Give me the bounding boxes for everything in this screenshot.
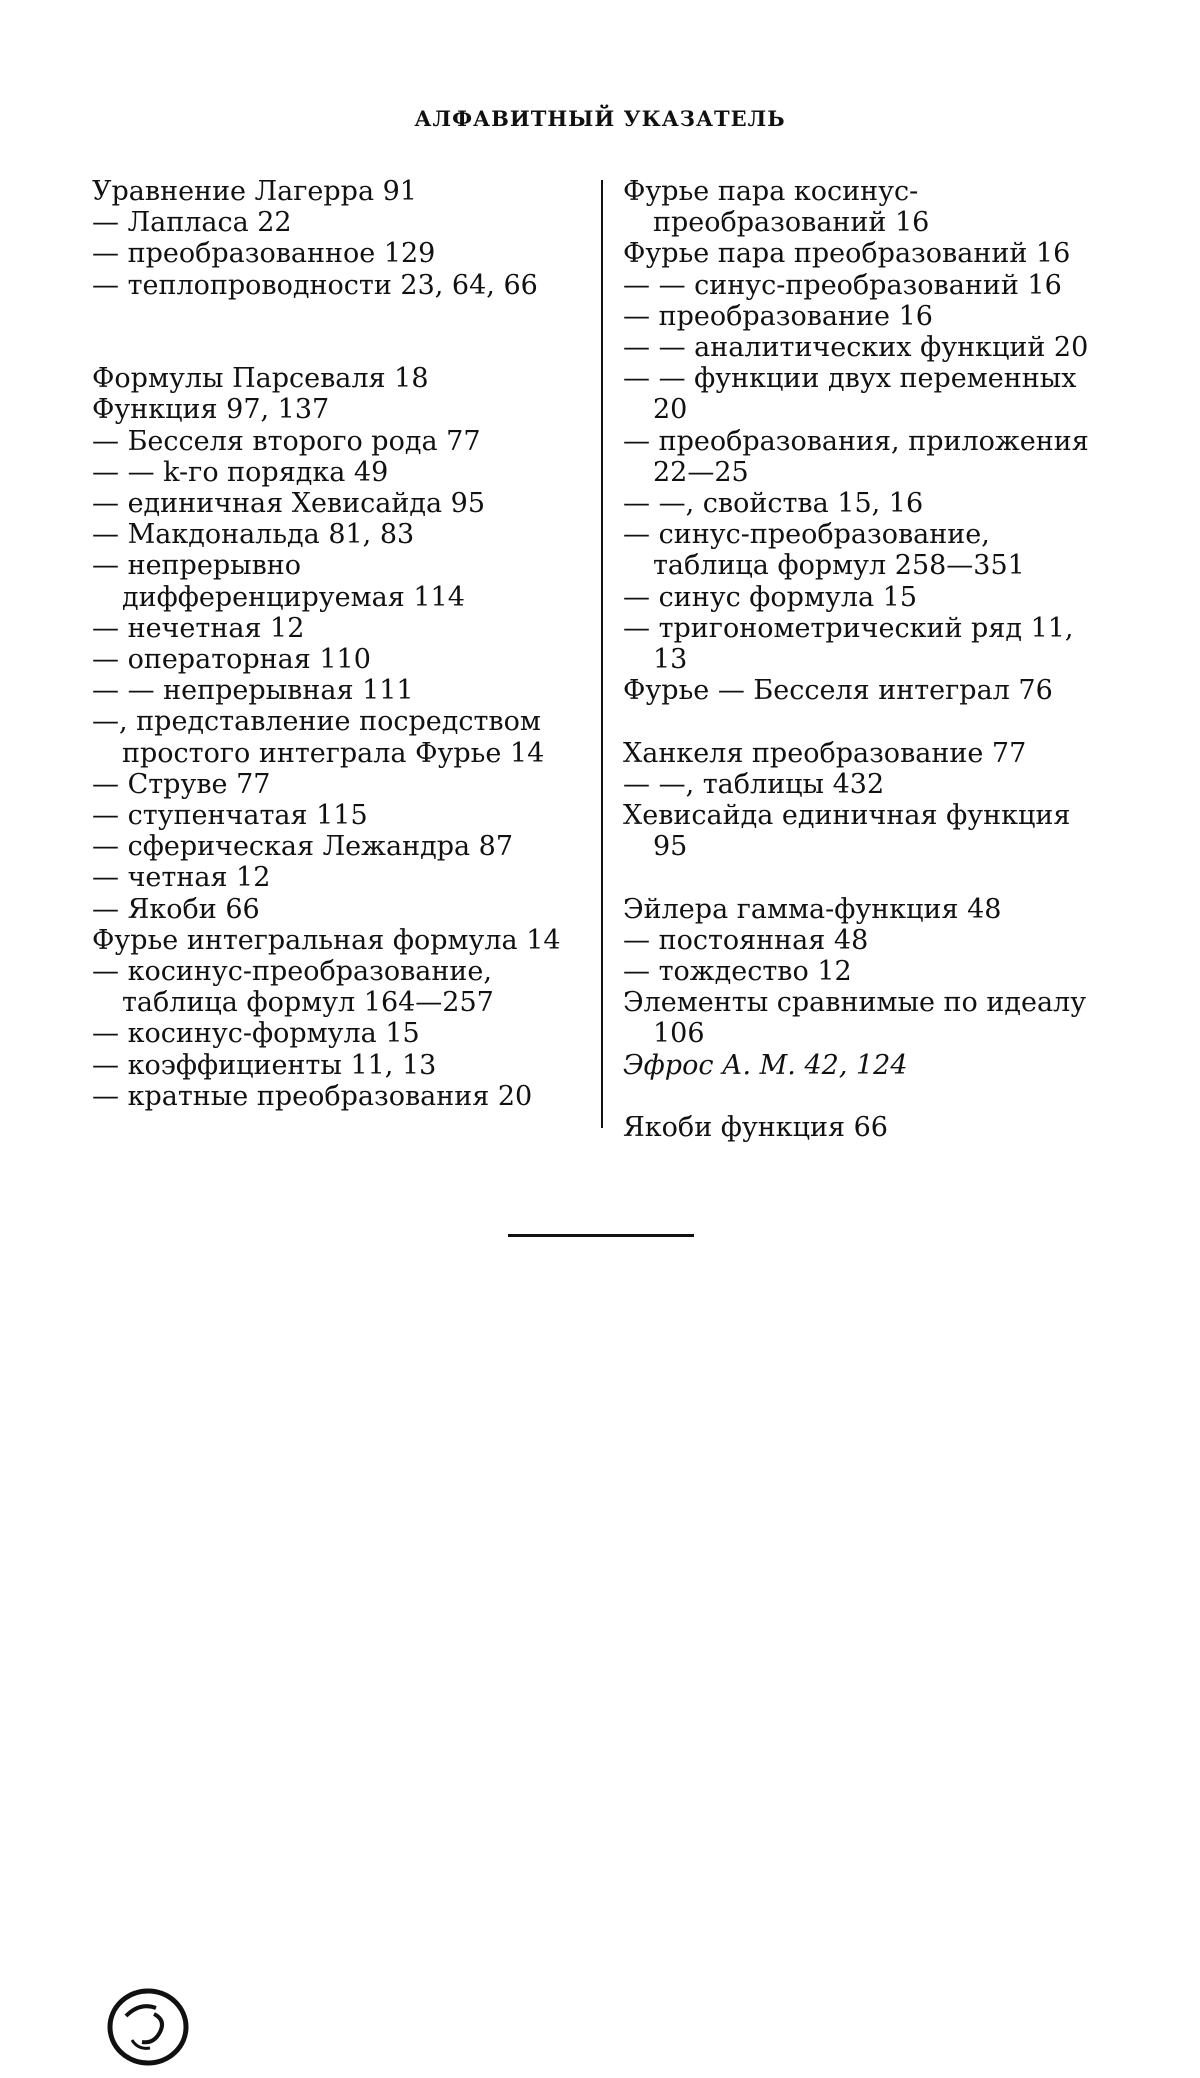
index-entry: Эйлера гамма-функция 48 [623,893,1002,925]
section-gap [92,301,586,363]
index-entry: — тригонометрический ряд 11, 13 [623,612,1074,676]
index-entry: — Бесселя второго рода 77 [92,425,481,457]
index-entry: — преобразования, приложения 22—25 [623,425,1089,488]
index-entry: — — непрерывная 111 [92,675,414,707]
index-entry: Элементы сравнимые по идеалу 106 [623,987,1087,1050]
index-entry: — операторная 110 [92,644,371,676]
index-entry: — сферическая Лежандра 87 [92,831,514,863]
index-entry: — — синус-преобразований 16 [623,269,1062,301]
column-divider [601,180,603,1128]
index-entry: Уравнение Лагерра 91 [92,176,417,207]
index-entry: — —, свойства 15, 16 [623,488,924,520]
index-entry: — непрерывно дифференцируемая 114 [92,550,465,613]
index-entry: Эфрос А. М. 42, 124 [623,1049,908,1081]
index-entry: — Струве 77 [92,768,271,800]
index-entry: — — функции двух переменных 20 [623,363,1077,426]
index-entry: — преобразование 16 [623,300,933,332]
index-entry: — синус формула 15 [623,581,918,613]
page-title: АЛФАВИТНЫЙ УКАЗАТЕЛЬ [414,106,786,131]
end-rule [508,1234,694,1237]
index-column-right [623,176,1113,1143]
index-entry: — нечетная 12 [92,612,305,644]
index-entry: — преобразованное 129 [92,238,436,270]
index-entry: Формулы Парсеваля 18 [92,363,429,395]
index-entry: — Лапласа 22 [92,207,292,239]
section-gap [623,862,1113,893]
index-entry: — Якоби 66 [92,893,260,925]
index-entry: Фурье пара косинус-преобразований 16 [623,176,930,239]
index-entry: — тождество 12 [623,956,852,988]
section-gap [623,1081,1113,1112]
index-entry: — коэффициенты 11, 13 [92,1049,437,1081]
section-gap [623,706,1113,737]
index-entry: — Макдональда 81, 83 [92,519,415,551]
index-entry: — ступенчатая 115 [92,800,368,832]
index-entry: — синус-преобразование, таблица формул 258—351 [623,519,1025,582]
index-entry: Ханкеля преобразование 77 [623,737,1027,769]
index-entry: Функция 97, 137 [92,394,330,426]
index-entry: Фурье пара преобразований 16 [623,238,1071,270]
index-entry: — постоянная 48 [623,924,869,956]
index-entry: — теплопроводности 23, 64, 66 [92,269,538,301]
index-entry: Хевисайда единичная функция 95 [623,800,1071,863]
index-entry: — —, таблицы 432 [623,768,885,800]
index-entry: Фурье — Бесселя интеграл 76 [623,675,1053,707]
index-entry: — кратные преобразования 20 [92,1080,533,1112]
index-entry: Якоби функция 66 [623,1112,888,1144]
library-stamp-icon [104,1984,194,2074]
index-entry: — косинус-преобразование, таблица формул 164—257 [92,956,494,1019]
index-entry: — — k-го порядка 49 [92,456,389,488]
index-column-left [92,176,586,1112]
index-entry: — четная 12 [92,862,271,894]
index-entry: Фурье интегральная формула 14 [92,924,561,956]
index-entry: —, представление посредством простого интеграла Фурье 14 [92,706,545,769]
index-entry: — — аналитических функций 20 [623,332,1089,364]
index-entry: — косинус-формула 15 [92,1018,420,1050]
index-entry: — единичная Хевисайда 95 [92,488,486,520]
